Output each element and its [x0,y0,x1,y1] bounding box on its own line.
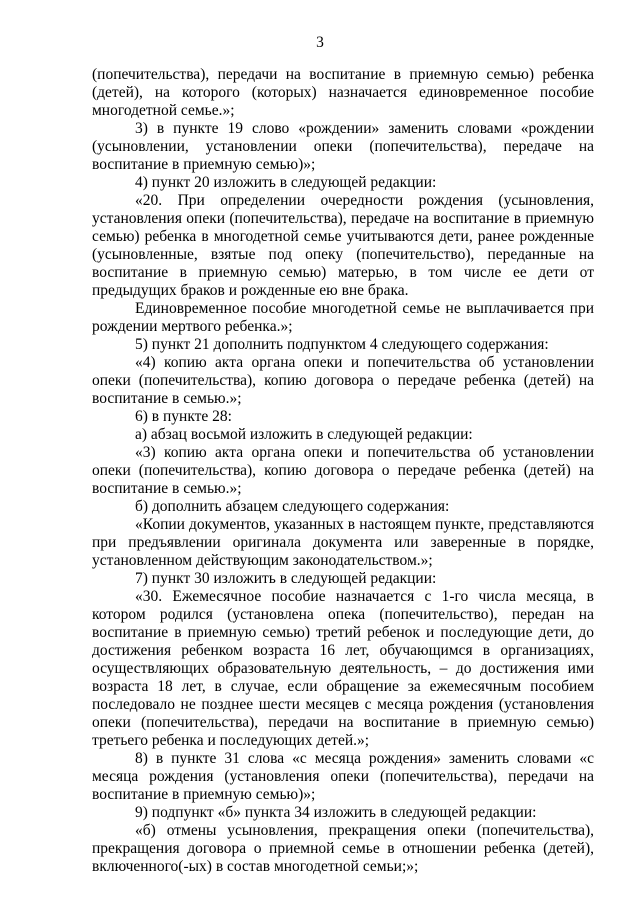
paragraph: 5) пункт 21 дополнить подпунктом 4 следующего содержания: [135,336,549,353]
paragraph: «Копии документов, указанных в настоящем пункте, представляются при предъявлении оригинала документа или заверенные в порядке, установленном действующим законодательством.»; [92,516,594,569]
page-number: 3 [316,34,324,51]
paragraph: 6) в пункте 28: [135,408,232,425]
paragraph: б) дополнить абзацем следующего содержания: [135,498,450,515]
paragraph: «30. Ежемесячное пособие назначается с 1-го числа месяца, в котором родился (установлена опека (попечительство), передан на воспитание в приемную семью) третий ребенок и последующие дети, до достижения ребенком возраста 16 лет, обучающимся в организациях, осуществляющих образовательную деятельность, – до достижения ими возраста 18 лет, в случае, если обращение за ежемесячным пособием последовало не позднее шести месяцев с месяца рождения (установления опеки (попечительства), передачи на воспитание в приемную семью) третьего ребенка и последующих детей.»; [92,588,594,749]
paragraph: Единовременное пособие многодетной семье не выплачивается при рождении мертвого ребенка.»; [92,300,594,335]
paragraph: 4) пункт 20 изложить в следующей редакции: [135,174,437,191]
document-body [92,66,594,876]
paragraph: «3) копию акта органа опеки и попечительства об установлении опеки (попечительства), копию договора о передаче ребенка (детей) на воспитание в семью.»; [92,444,594,497]
paragraph: 7) пункт 30 изложить в следующей редакции: [135,570,437,587]
paragraph: 9) подпункт «б» пункта 34 изложить в следующей редакции: [135,804,537,821]
paragraph: 3) в пункте 19 слово «рождении» заменить словами «рождении (усыновлении, установлении опеки (попечительства), передаче на воспитание в приемную семью)»; [92,120,594,173]
paragraph: «4) копию акта органа опеки и попечительства об установлении опеки (попечительства), копию договора о передаче ребенка (детей) на воспитание в семью.»; [92,354,594,407]
paragraph: 8) в пункте 31 слова «с месяца рождения» заменить словами «с месяца рождения (установления опеки (попечительства), передачи на воспитание в приемную семью)»; [92,750,594,803]
paragraph: «20. При определении очередности рождения (усыновления, установления опеки (попечительства), передаче на воспитание в приемную семью) ребенка в многодетной семье учитываются дети, ранее рожденные (усыновленные, взятые под опеку (попечительство), переданные на воспитание в приемную семью) матерью, в том числе ее дети от предыдущих браков и рожденные ею вне брака. [92,192,594,299]
paragraph: а) абзац восьмой изложить в следующей редакции: [135,426,473,443]
paragraph: «б) отмены усыновления, прекращения опеки (попечительства), прекращения договора о приемной семье в отношении ребенка (детей), включенного(-ых) в состав многодетной семьи;»; [92,822,594,875]
paragraph: (попечительства), передачи на воспитание в приемную семью) ребенка (детей), на которого (которых) назначается единовременное пособие многодетной семье.»; [92,66,594,119]
